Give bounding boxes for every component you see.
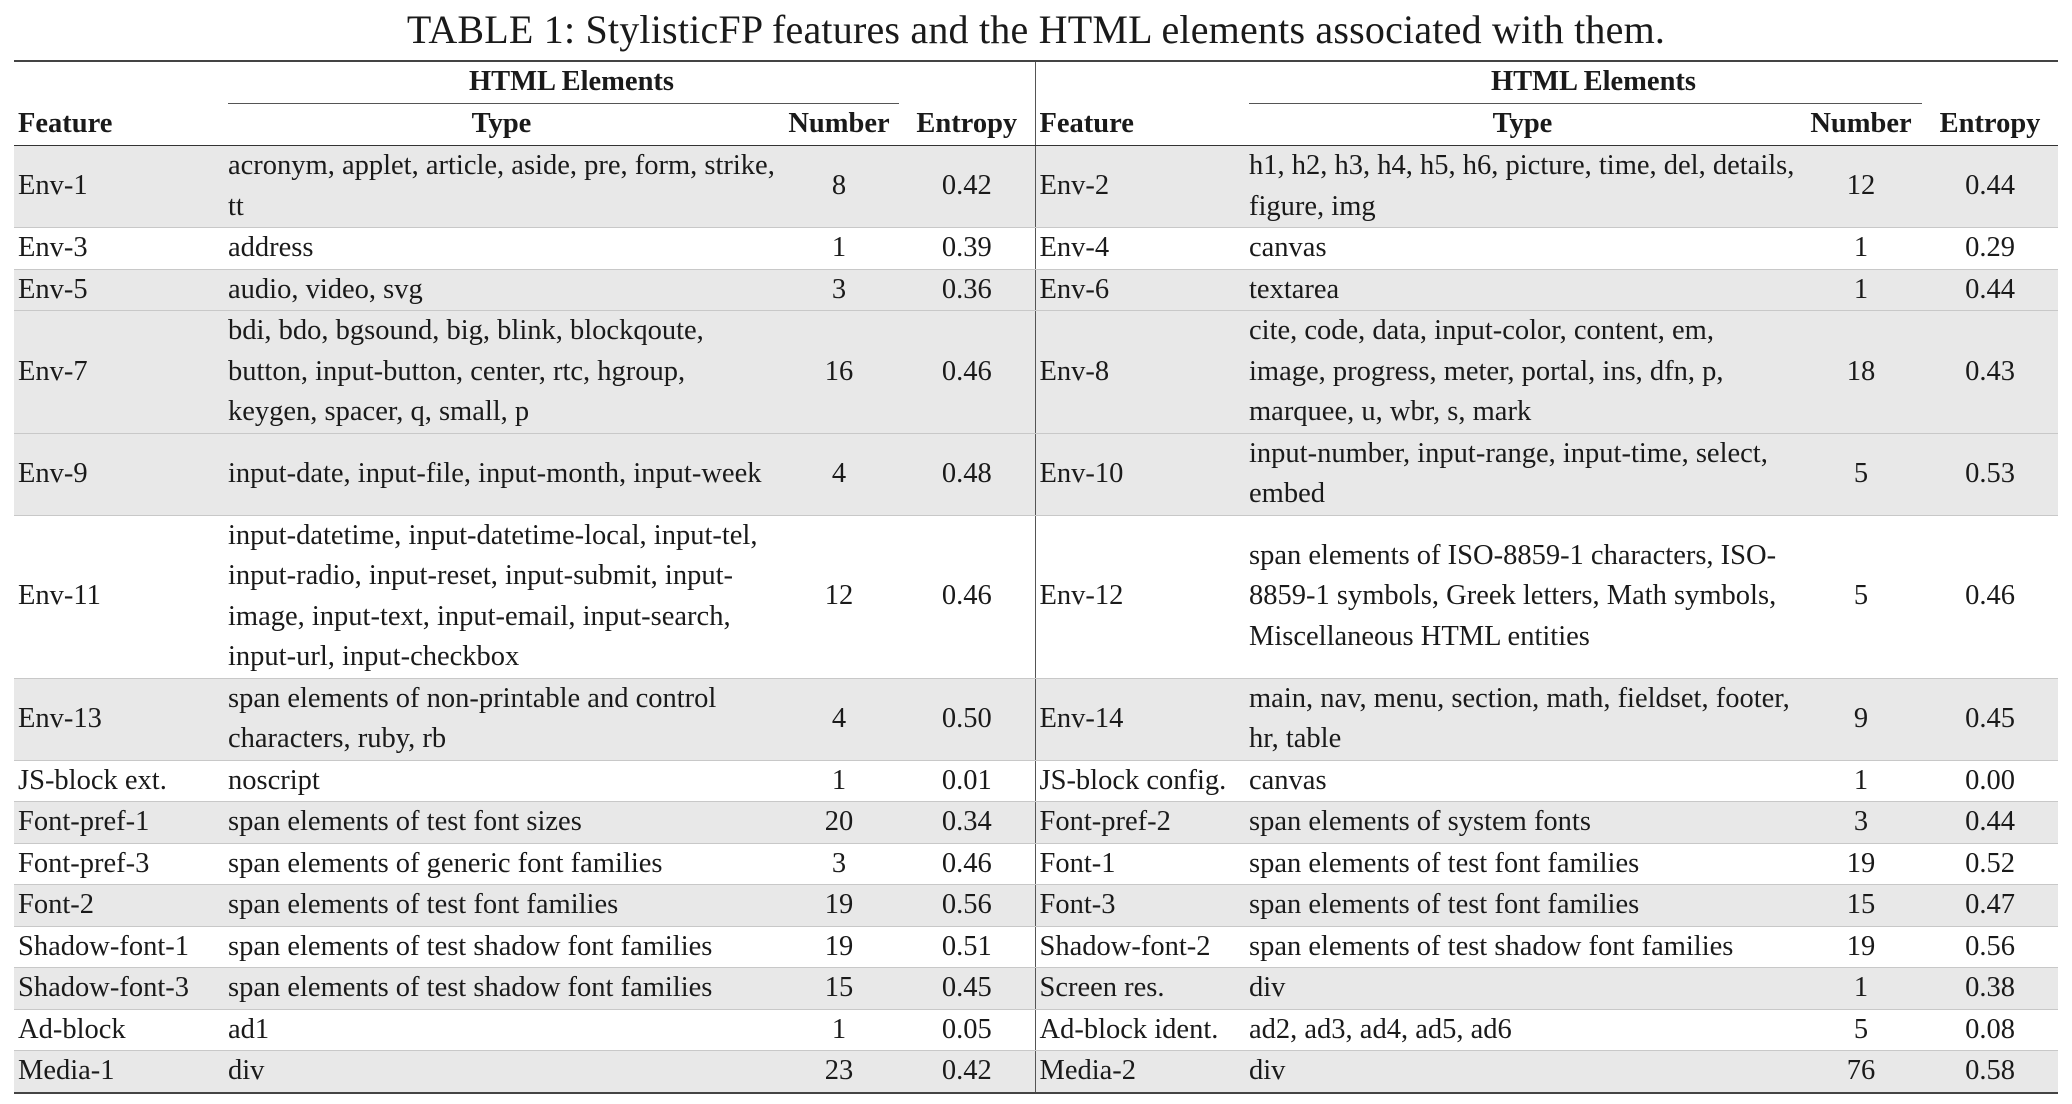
left-type-cell: acronym, applet, article, aside, pre, form, strike, tt: [224, 146, 779, 228]
right-feature-cell: Env-8: [1035, 311, 1245, 434]
right-feature-cell: Env-14: [1035, 678, 1245, 760]
right-number-cell: 1: [1800, 228, 1922, 270]
right-empty-header: [1035, 62, 1245, 104]
right-entropy-cell: 0.47: [1922, 885, 2058, 927]
table-row: [14, 269, 2058, 311]
right-type-cell: div: [1245, 1051, 1800, 1093]
right-entropy-cell: 0.44: [1922, 802, 2058, 844]
left-type-cell: noscript: [224, 760, 779, 802]
left-feature-cell: Font-pref-1: [14, 802, 224, 844]
table-row: [14, 968, 2058, 1010]
left-type-cell: span elements of non-printable and control characters, ruby, rb: [224, 678, 779, 760]
right-number-cell: 5: [1800, 433, 1922, 515]
left-number-cell: 12: [779, 515, 899, 678]
right-feature-cell: Font-1: [1035, 843, 1245, 885]
right-type-cell: ad2, ad3, ad4, ad5, ad6: [1245, 1009, 1800, 1051]
left-feature-cell: Font-pref-3: [14, 843, 224, 885]
right-number-cell: 19: [1800, 926, 1922, 968]
table-body: [14, 146, 2058, 1093]
right-feature-cell: JS-block config.: [1035, 760, 1245, 802]
left-entropy-cell: 0.46: [899, 515, 1035, 678]
right-type-cell: div: [1245, 968, 1800, 1010]
right-feature-cell: Font-pref-2: [1035, 802, 1245, 844]
right-entropy-cell: 0.43: [1922, 311, 2058, 434]
right-number-cell: 5: [1800, 1009, 1922, 1051]
left-number-cell: 4: [779, 433, 899, 515]
table-row: [14, 515, 2058, 678]
left-number-cell: 19: [779, 885, 899, 927]
left-feature-cell: Env-1: [14, 146, 224, 228]
right-entropy-cell: 0.53: [1922, 433, 2058, 515]
right-empty-header-2: [1922, 62, 2058, 104]
right-feature-cell: Ad-block ident.: [1035, 1009, 1245, 1051]
right-entropy-cell: 0.56: [1922, 926, 2058, 968]
left-entropy-cell: 0.46: [899, 843, 1035, 885]
table-row: [14, 802, 2058, 844]
left-entropy-cell: 0.48: [899, 433, 1035, 515]
left-number-cell: 16: [779, 311, 899, 434]
left-entropy-cell: 0.34: [899, 802, 1035, 844]
left-type-cell: span elements of test font sizes: [224, 802, 779, 844]
left-number-cell: 1: [779, 1009, 899, 1051]
left-entropy-cell: 0.50: [899, 678, 1035, 760]
table-row: [14, 433, 2058, 515]
right-number-cell: 1: [1800, 269, 1922, 311]
left-type-cell: bdi, bdo, bgsound, big, blink, blockqoute, button, input-button, center, rtc, hgroup, keygen, spacer, q, small, p: [224, 311, 779, 434]
right-number-cell: 1: [1800, 968, 1922, 1010]
left-feature-cell: Media-1: [14, 1051, 224, 1093]
left-entropy-cell: 0.42: [899, 146, 1035, 228]
left-type-cell: div: [224, 1051, 779, 1093]
right-number-header: Number: [1800, 104, 1922, 146]
table-row: [14, 1009, 2058, 1051]
right-feature-cell: Shadow-font-2: [1035, 926, 1245, 968]
left-entropy-cell: 0.45: [899, 968, 1035, 1010]
left-feature-cell: Shadow-font-1: [14, 926, 224, 968]
right-feature-cell: Env-2: [1035, 146, 1245, 228]
left-number-cell: 8: [779, 146, 899, 228]
left-type-header: Type: [224, 104, 779, 146]
right-feature-cell: Env-4: [1035, 228, 1245, 270]
right-entropy-cell: 0.44: [1922, 269, 2058, 311]
left-feature-cell: Font-2: [14, 885, 224, 927]
right-number-cell: 5: [1800, 515, 1922, 678]
left-feature-cell: Shadow-font-3: [14, 968, 224, 1010]
left-empty-header: [14, 62, 224, 104]
right-number-cell: 15: [1800, 885, 1922, 927]
left-feature-header: Feature: [14, 104, 224, 146]
right-feature-cell: Font-3: [1035, 885, 1245, 927]
table-caption: TABLE 1: StylisticFP features and the HTML elements associated with them.: [406, 7, 1666, 52]
left-number-cell: 4: [779, 678, 899, 760]
left-entropy-cell: 0.01: [899, 760, 1035, 802]
right-type-cell: cite, code, data, input-color, content, em, image, progress, meter, portal, ins, dfn, p, marquee, u, wbr, s, mark: [1245, 311, 1800, 434]
left-entropy-cell: 0.39: [899, 228, 1035, 270]
right-entropy-cell: 0.29: [1922, 228, 2058, 270]
right-type-cell: canvas: [1245, 760, 1800, 802]
left-type-cell: span elements of test font families: [224, 885, 779, 927]
left-feature-cell: Env-7: [14, 311, 224, 434]
left-entropy-cell: 0.56: [899, 885, 1035, 927]
right-feature-header: Feature: [1035, 104, 1245, 146]
right-entropy-cell: 0.00: [1922, 760, 2058, 802]
left-type-cell: ad1: [224, 1009, 779, 1051]
left-type-cell: span elements of generic font families: [224, 843, 779, 885]
right-type-header: Type: [1245, 104, 1800, 146]
right-entropy-cell: 0.45: [1922, 678, 2058, 760]
right-number-cell: 76: [1800, 1051, 1922, 1093]
left-number-cell: 20: [779, 802, 899, 844]
left-type-cell: address: [224, 228, 779, 270]
right-html-elements-header: HTML Elements: [1245, 62, 1922, 104]
left-number-cell: 15: [779, 968, 899, 1010]
right-type-cell: h1, h2, h3, h4, h5, h6, picture, time, del, details, figure, img: [1245, 146, 1800, 228]
right-entropy-cell: 0.44: [1922, 146, 2058, 228]
right-type-cell: span elements of test shadow font families: [1245, 926, 1800, 968]
right-entropy-cell: 0.52: [1922, 843, 2058, 885]
left-entropy-cell: 0.05: [899, 1009, 1035, 1051]
left-type-cell: span elements of test shadow font families: [224, 968, 779, 1010]
table-row: [14, 311, 2058, 434]
right-entropy-cell: 0.08: [1922, 1009, 2058, 1051]
right-type-cell: span elements of system fonts: [1245, 802, 1800, 844]
left-type-cell: audio, video, svg: [224, 269, 779, 311]
left-entropy-header: Entropy: [899, 104, 1035, 146]
right-number-cell: 12: [1800, 146, 1922, 228]
right-number-cell: 1: [1800, 760, 1922, 802]
left-type-cell: input-date, input-file, input-month, input-week: [224, 433, 779, 515]
left-feature-cell: JS-block ext.: [14, 760, 224, 802]
right-entropy-header: Entropy: [1922, 104, 2058, 146]
left-number-cell: 23: [779, 1051, 899, 1093]
right-entropy-cell: 0.58: [1922, 1051, 2058, 1093]
right-type-cell: span elements of ISO-8859-1 characters, ISO-8859-1 symbols, Greek letters, Math symbols, Miscellaneous HTML entities: [1245, 515, 1800, 678]
right-feature-cell: Env-12: [1035, 515, 1245, 678]
right-feature-cell: Env-10: [1035, 433, 1245, 515]
right-type-cell: span elements of test font families: [1245, 843, 1800, 885]
left-type-cell: input-datetime, input-datetime-local, input-tel, input-radio, input-reset, input-submit, input-image, input-text, input-email, input-search, input-url, input-checkbox: [224, 515, 779, 678]
left-number-cell: 19: [779, 926, 899, 968]
table-row: [14, 146, 2058, 228]
left-entropy-cell: 0.51: [899, 926, 1035, 968]
right-type-cell: canvas: [1245, 228, 1800, 270]
left-entropy-cell: 0.36: [899, 269, 1035, 311]
table-row: [14, 678, 2058, 760]
right-feature-cell: Screen res.: [1035, 968, 1245, 1010]
right-number-cell: 9: [1800, 678, 1922, 760]
features-table: [14, 60, 2058, 1094]
left-number-cell: 1: [779, 760, 899, 802]
left-feature-cell: Env-9: [14, 433, 224, 515]
right-feature-cell: Media-2: [1035, 1051, 1245, 1093]
right-number-cell: 3: [1800, 802, 1922, 844]
left-entropy-cell: 0.42: [899, 1051, 1035, 1093]
left-number-cell: 3: [779, 843, 899, 885]
left-feature-cell: Env-3: [14, 228, 224, 270]
table-row: [14, 1051, 2058, 1093]
right-feature-cell: Env-6: [1035, 269, 1245, 311]
right-type-cell: span elements of test font families: [1245, 885, 1800, 927]
left-type-cell: span elements of test shadow font families: [224, 926, 779, 968]
left-html-elements-header: HTML Elements: [224, 62, 899, 104]
right-number-cell: 19: [1800, 843, 1922, 885]
right-type-cell: input-number, input-range, input-time, select, embed: [1245, 433, 1800, 515]
table-row: [14, 843, 2058, 885]
left-feature-cell: Env-11: [14, 515, 224, 678]
right-entropy-cell: 0.38: [1922, 968, 2058, 1010]
right-entropy-cell: 0.46: [1922, 515, 2058, 678]
left-entropy-cell: 0.46: [899, 311, 1035, 434]
left-number-header: Number: [779, 104, 899, 146]
left-number-cell: 3: [779, 269, 899, 311]
table-row: [14, 885, 2058, 927]
table-row: [14, 926, 2058, 968]
left-number-cell: 1: [779, 228, 899, 270]
table-row: [14, 228, 2058, 270]
right-type-cell: main, nav, menu, section, math, fieldset, footer, hr, table: [1245, 678, 1800, 760]
left-feature-cell: Env-5: [14, 269, 224, 311]
left-empty-header-2: [899, 62, 1035, 104]
right-number-cell: 18: [1800, 311, 1922, 434]
right-type-cell: textarea: [1245, 269, 1800, 311]
table-row: [14, 760, 2058, 802]
left-feature-cell: Env-13: [14, 678, 224, 760]
left-feature-cell: Ad-block: [14, 1009, 224, 1051]
